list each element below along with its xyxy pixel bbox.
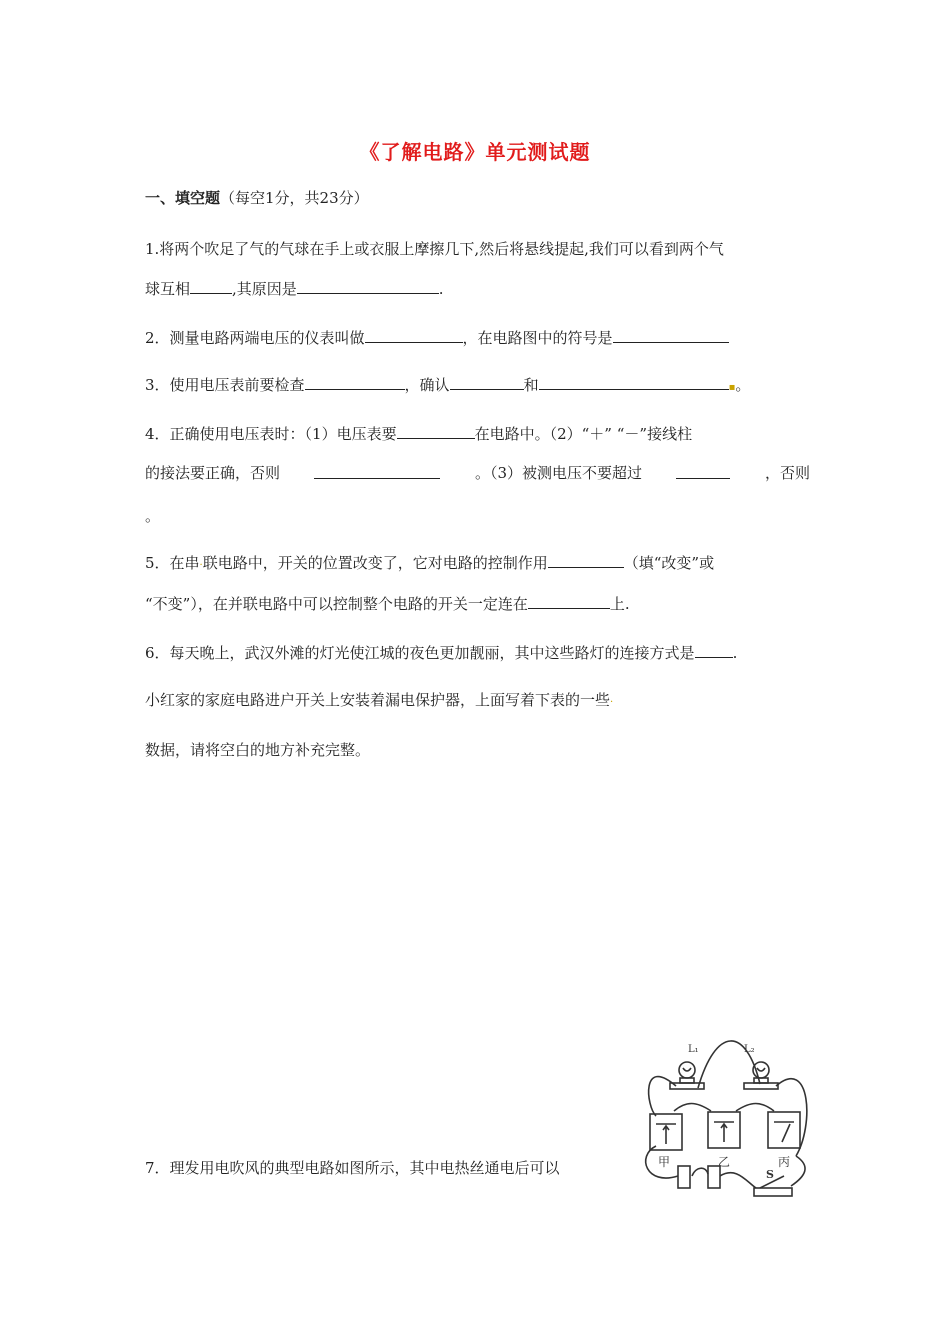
- q5-text-c: （填“改变”或: [623, 554, 715, 572]
- question-2: [145, 326, 810, 349]
- question-7: 7．理发用电吹风的典型电路如图所示，其中电热丝通电后可以: [145, 1159, 560, 1177]
- question-6-line-1: [145, 641, 810, 664]
- question-5-line-1: [145, 551, 810, 577]
- question-4-line-3: 。: [145, 507, 161, 525]
- meter-jia-label: 甲: [658, 1155, 671, 1169]
- answer-blank[interactable]: [613, 326, 729, 343]
- section-heading: [145, 187, 810, 209]
- q3-text-b: ，确认: [404, 376, 450, 394]
- q5-text-e: 上.: [609, 595, 630, 613]
- answer-blank[interactable]: [548, 551, 624, 568]
- wire: [776, 1079, 807, 1156]
- section-note: （每空1分，共23分）: [220, 189, 369, 207]
- q6-text-b: .: [732, 644, 738, 662]
- battery-cell: [708, 1166, 720, 1188]
- q4-text-b: 在电路中。（2）“＋” “－”接线柱: [474, 425, 693, 443]
- page-title: 《了解电路》单元测试题: [359, 140, 591, 164]
- answer-blank[interactable]: [314, 462, 440, 479]
- answer-blank[interactable]: [305, 373, 405, 390]
- q4-text-a: 4．正确使用电压表时：（1）电压表要: [145, 425, 397, 443]
- q2-text-a: 2．测量电路两端电压的仪表叫做: [145, 329, 365, 347]
- lamp-l1-label: L₁: [688, 1044, 699, 1055]
- question-6-line-3: 数据，请将空白的地方补充完整。: [145, 741, 371, 759]
- question-6-line-2: [145, 689, 810, 714]
- wire: [674, 1104, 711, 1112]
- question-4-line-1: [145, 422, 810, 445]
- wire: [692, 1168, 708, 1176]
- battery-cell: [678, 1166, 690, 1188]
- answer-blank[interactable]: [397, 422, 475, 439]
- q6-text-c: 小红家的家庭电路进户开关上安装着漏电保护器，上面写着下表的一些: [145, 691, 611, 709]
- answer-blank[interactable]: [676, 462, 730, 479]
- q1-text-a: 球互相: [145, 280, 191, 298]
- q2-text-b: ，在电路图中的符号是: [462, 329, 613, 347]
- q4-text-d: 。（3）被测电压不要超过: [474, 464, 642, 482]
- question-5-line-2: [145, 592, 810, 615]
- q5-text-d: “不变”），在并联电路中可以控制整个电路的开关一定连在: [145, 595, 528, 613]
- q3-text-a: 3．使用电压表前要检查: [145, 376, 305, 394]
- question-1-line-1: 1.将两个吹足了气的气球在手上或衣服上摩擦几下,然后将悬线提起,我们可以看到两个气: [145, 240, 724, 258]
- lamp-l2: [744, 1062, 778, 1089]
- answer-blank[interactable]: [695, 641, 733, 658]
- meter-bing-label: 丙: [778, 1155, 791, 1169]
- switch-label: S: [766, 1168, 774, 1181]
- question-4-line-2: [145, 462, 810, 484]
- question-3: [145, 373, 810, 399]
- q5-text-b: 联电路中，开关的位置改变了，它对电路的控制作用: [202, 554, 548, 572]
- scan-dot: ▪: [728, 382, 736, 393]
- answer-blank[interactable]: [539, 373, 729, 390]
- wire: [736, 1104, 774, 1112]
- lamp-l2-label: L₂: [744, 1044, 755, 1055]
- circuit-diagram: [636, 1016, 812, 1206]
- q4-text-e: ，否则: [764, 464, 810, 482]
- answer-blank[interactable]: [297, 277, 439, 294]
- scan-dot: ·: [610, 697, 614, 708]
- answer-blank[interactable]: [190, 277, 232, 294]
- meter-bing: [768, 1112, 800, 1148]
- wire: [720, 1173, 756, 1188]
- meter-yi-label: 乙: [718, 1155, 731, 1169]
- q3-text-d: 。: [735, 376, 751, 394]
- scan-dot: ·: [199, 560, 203, 571]
- section-heading-text: 一、填空题: [145, 189, 221, 207]
- question-1-line-2: [145, 277, 810, 300]
- meter-yi: [708, 1112, 740, 1148]
- answer-blank[interactable]: [365, 326, 463, 343]
- q4-text-c: 的接法要正确，否则: [145, 464, 281, 482]
- wire: [791, 1156, 805, 1186]
- answer-blank[interactable]: [528, 592, 610, 609]
- meter-jia: [650, 1114, 682, 1150]
- q1-text-c: .: [438, 280, 444, 298]
- q3-text-c: 和: [523, 376, 539, 394]
- q1-text-b: ,其原因是: [232, 280, 297, 298]
- answer-blank[interactable]: [450, 373, 524, 390]
- q6-text-a: 6．每天晚上，武汉外滩的灯光使江城的夜色更加靓丽，其中这些路灯的连接方式是: [145, 644, 695, 662]
- q5-text-a: 5．在串: [145, 554, 200, 572]
